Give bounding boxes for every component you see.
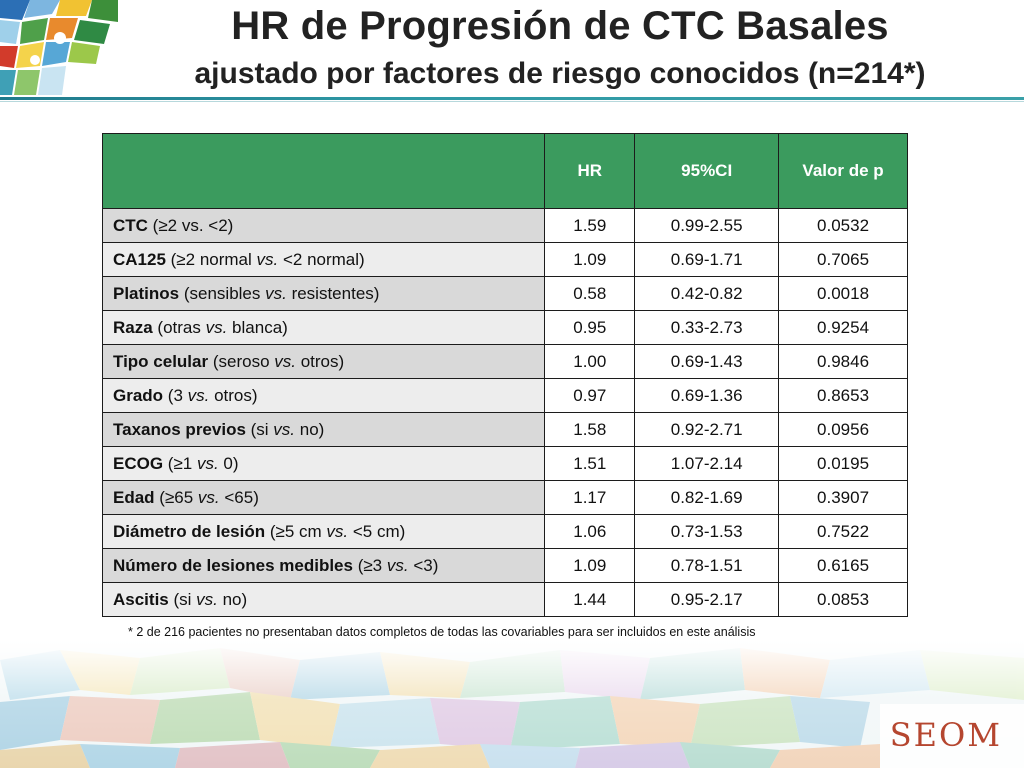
table-row — [103, 583, 908, 617]
footnote: * 2 de 216 pacientes no presentaban datos completos de todas las covariables para ser incluidos en este análisis — [128, 625, 756, 639]
mosaic-footer-decoration — [0, 640, 1024, 768]
row-label-comparison-end: no) — [217, 589, 248, 609]
row-label — [103, 345, 545, 379]
row-label-vs: vs. — [273, 419, 296, 439]
table-row — [103, 549, 908, 583]
p-value-cell: 0.0532 — [779, 209, 908, 243]
row-label — [103, 413, 545, 447]
table-header-row — [103, 134, 908, 209]
table-row — [103, 277, 908, 311]
column-header-hr: HR — [545, 134, 635, 209]
page-title: HR de Progresión de CTC Basales — [231, 4, 889, 48]
hr-cell: 1.06 — [545, 515, 635, 549]
p-value-cell: 0.8653 — [779, 379, 908, 413]
row-label-comparison: (otras — [152, 317, 206, 337]
row-label-variable: Ascitis — [113, 589, 169, 609]
row-label-variable: ECOG — [113, 453, 164, 473]
row-label — [103, 277, 545, 311]
table-row — [103, 515, 908, 549]
row-label — [103, 583, 545, 617]
p-value-cell: 0.7065 — [779, 243, 908, 277]
row-label — [103, 481, 545, 515]
p-value-cell: 0.6165 — [779, 549, 908, 583]
row-label-vs: vs. — [196, 453, 219, 473]
row-label-comparison: (≥1 — [163, 453, 197, 473]
row-label-vs: vs. — [386, 555, 409, 575]
hr-cell: 1.00 — [545, 345, 635, 379]
p-value-cell: 0.9254 — [779, 311, 908, 345]
ci-cell: 0.69-1.43 — [635, 345, 779, 379]
row-label-variable: CTC — [113, 215, 148, 235]
row-label-vs: vs. — [187, 385, 210, 405]
row-label-variable: Número de lesiones medibles — [113, 555, 353, 575]
table-row — [103, 243, 908, 277]
row-label-variable: Raza — [113, 317, 153, 337]
header-divider — [0, 97, 1024, 100]
ci-cell: 0.78-1.51 — [635, 549, 779, 583]
p-value-cell: 0.0195 — [779, 447, 908, 481]
hr-cell: 1.59 — [545, 209, 635, 243]
table-row — [103, 209, 908, 243]
row-label-variable: Taxanos previos — [113, 419, 246, 439]
p-value-cell: 0.9846 — [779, 345, 908, 379]
row-label-vs: vs. — [205, 317, 228, 337]
row-label — [103, 515, 545, 549]
row-label-comparison: (≥5 cm — [265, 521, 327, 541]
row-label-comparison-end: blanca) — [227, 317, 288, 337]
table-row — [103, 311, 908, 345]
hr-cell: 1.51 — [545, 447, 635, 481]
table-row — [103, 481, 908, 515]
page-subtitle: ajustado por factores de riesgo conocidos (n=214*) — [194, 57, 926, 90]
row-label — [103, 447, 545, 481]
p-value-cell: 0.0853 — [779, 583, 908, 617]
row-label — [103, 209, 545, 243]
hr-results-table — [102, 133, 908, 617]
row-label-comparison-end: no) — [295, 419, 325, 439]
hr-cell: 1.09 — [545, 243, 635, 277]
row-label — [103, 243, 545, 277]
row-label-comparison-end: <5 cm) — [348, 521, 406, 541]
ci-cell: 0.69-1.71 — [635, 243, 779, 277]
ci-cell: 0.42-0.82 — [635, 277, 779, 311]
hr-cell: 1.58 — [545, 413, 635, 447]
row-label-comparison-end: 0) — [218, 453, 239, 473]
row-label — [103, 379, 545, 413]
row-label-variable: Edad — [113, 487, 155, 507]
row-label-variable: Tipo celular — [113, 351, 209, 371]
ci-cell: 0.82-1.69 — [635, 481, 779, 515]
table-row — [103, 447, 908, 481]
row-label-comparison: (sensibles — [179, 283, 266, 303]
column-header-p-value: Valor de p — [779, 134, 908, 209]
row-label — [103, 549, 545, 583]
row-label-comparison: (si — [245, 419, 274, 439]
p-value-cell: 0.0018 — [779, 277, 908, 311]
ci-cell: 0.73-1.53 — [635, 515, 779, 549]
p-value-cell: 0.0956 — [779, 413, 908, 447]
row-label-variable: Diámetro de lesión — [113, 521, 266, 541]
ci-cell: 0.92-2.71 — [635, 413, 779, 447]
row-label-comparison-end: <2 normal) — [278, 249, 365, 269]
row-label-comparison-end: <65) — [219, 487, 259, 507]
seom-logo: SEOM — [889, 716, 1002, 754]
row-label-variable: Platinos — [113, 283, 180, 303]
row-label-vs: vs. — [274, 351, 296, 371]
hr-cell: 1.09 — [545, 549, 635, 583]
row-label-comparison: (3 — [163, 385, 188, 405]
hr-cell: 0.58 — [545, 277, 635, 311]
row-label-vs: vs. — [265, 283, 287, 303]
ci-cell: 1.07-2.14 — [635, 447, 779, 481]
row-label-comparison-end: <3) — [408, 555, 439, 575]
table-row — [103, 413, 908, 447]
ci-cell: 0.99-2.55 — [635, 209, 779, 243]
ci-cell: 0.95-2.17 — [635, 583, 779, 617]
hr-cell: 0.97 — [545, 379, 635, 413]
row-label-vs: vs. — [256, 249, 279, 269]
row-label-comparison-end: otros) — [209, 385, 258, 405]
hr-cell: 1.17 — [545, 481, 635, 515]
hr-cell: 0.95 — [545, 311, 635, 345]
table-row — [103, 379, 908, 413]
row-label — [103, 311, 545, 345]
ci-cell: 0.69-1.36 — [635, 379, 779, 413]
p-value-cell: 0.7522 — [779, 515, 908, 549]
row-label-comparison: (seroso — [208, 351, 275, 371]
row-label-variable: Grado — [113, 385, 164, 405]
row-label-variable: CA125 — [113, 249, 166, 269]
header-divider-light — [0, 101, 1024, 102]
ci-cell: 0.33-2.73 — [635, 311, 779, 345]
row-label-comparison: (≥3 — [352, 555, 387, 575]
table-row — [103, 345, 908, 379]
row-label-vs: vs. — [196, 589, 218, 609]
column-header-variable — [103, 134, 545, 209]
row-label-comparison-end: otros) — [295, 351, 345, 371]
mosaic-logo-top-left — [0, 0, 118, 95]
row-label-vs: vs. — [197, 487, 220, 507]
row-label-comparison: (≥2 normal — [165, 249, 257, 269]
hr-cell: 1.44 — [545, 583, 635, 617]
column-header-ci: 95%CI — [635, 134, 779, 209]
row-label-comparison-end: resistentes) — [286, 283, 380, 303]
row-label-comparison: (≥2 vs. <2) — [147, 215, 234, 235]
row-label-comparison: (≥65 — [154, 487, 198, 507]
row-label-vs: vs. — [326, 521, 349, 541]
p-value-cell: 0.3907 — [779, 481, 908, 515]
row-label-comparison: (si — [168, 589, 197, 609]
